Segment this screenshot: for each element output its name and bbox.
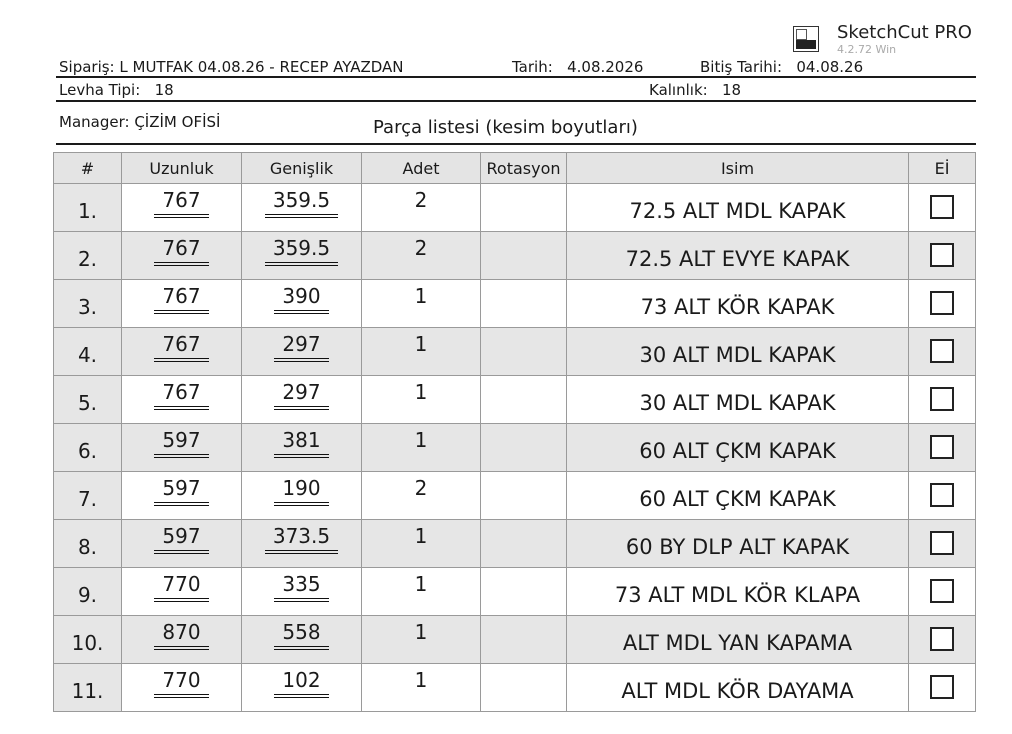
length-value: 597 xyxy=(154,523,208,554)
parts-table xyxy=(53,152,976,712)
length-value: 767 xyxy=(154,235,208,266)
edge-cell xyxy=(909,184,976,232)
table-row xyxy=(54,280,976,328)
column-header-width: Genişlik xyxy=(242,153,362,184)
edge-checkbox[interactable] xyxy=(930,675,954,699)
length-cell xyxy=(122,568,242,616)
row-number: 3. xyxy=(54,280,122,328)
quantity-value: 1 xyxy=(362,568,481,616)
edge-cell xyxy=(909,568,976,616)
length-cell xyxy=(122,472,242,520)
width-cell xyxy=(242,664,362,712)
edge-cell xyxy=(909,328,976,376)
width-cell xyxy=(242,424,362,472)
width-value: 335 xyxy=(274,571,328,602)
rotation-value xyxy=(481,376,567,424)
table-row xyxy=(54,328,976,376)
width-value: 297 xyxy=(274,379,328,410)
width-cell xyxy=(242,184,362,232)
width-value: 390 xyxy=(274,283,328,314)
board-type-label: Levha Tipi: xyxy=(59,81,141,99)
width-value: 190 xyxy=(274,475,328,506)
end-date-label: Bitiş Tarihi: xyxy=(700,58,783,76)
part-name: 30 ALT MDL KAPAK xyxy=(567,376,909,424)
part-name: 73 ALT KÖR KAPAK xyxy=(567,280,909,328)
length-cell xyxy=(122,520,242,568)
length-value: 597 xyxy=(154,475,208,506)
part-name: 73 ALT MDL KÖR KLAPA xyxy=(567,568,909,616)
row-number: 11. xyxy=(54,664,122,712)
rotation-value xyxy=(481,424,567,472)
manager-info xyxy=(59,113,220,131)
width-value: 102 xyxy=(274,667,328,698)
row-number: 9. xyxy=(54,568,122,616)
quantity-value: 1 xyxy=(362,424,481,472)
length-cell xyxy=(122,616,242,664)
quantity-value: 2 xyxy=(362,472,481,520)
quantity-value: 1 xyxy=(362,664,481,712)
row-number: 5. xyxy=(54,376,122,424)
edge-cell xyxy=(909,424,976,472)
length-cell xyxy=(122,280,242,328)
length-cell xyxy=(122,424,242,472)
part-name: 60 BY DLP ALT KAPAK xyxy=(567,520,909,568)
width-cell xyxy=(242,616,362,664)
table-row xyxy=(54,568,976,616)
order-info xyxy=(59,58,404,76)
width-cell xyxy=(242,568,362,616)
table-row xyxy=(54,520,976,568)
length-cell xyxy=(122,184,242,232)
order-value: L MUTFAK 04.08.26 - RECEP AYAZDAN xyxy=(119,58,404,76)
part-name: 60 ALT ÇKM KAPAK xyxy=(567,472,909,520)
width-value: 297 xyxy=(274,331,328,362)
date-info xyxy=(512,58,643,76)
table-row xyxy=(54,616,976,664)
board-type-info xyxy=(59,81,174,99)
width-value: 359.5 xyxy=(265,187,338,218)
edge-checkbox[interactable] xyxy=(930,531,954,555)
rotation-value xyxy=(481,664,567,712)
row-number: 7. xyxy=(54,472,122,520)
edge-cell xyxy=(909,664,976,712)
edge-checkbox[interactable] xyxy=(930,291,954,315)
part-name: 72.5 ALT EVYE KAPAK xyxy=(567,232,909,280)
width-value: 373.5 xyxy=(265,523,338,554)
column-header-rotation: Rotasyon xyxy=(481,153,567,184)
quantity-value: 1 xyxy=(362,520,481,568)
column-header-name: Isim xyxy=(567,153,909,184)
rotation-value xyxy=(481,472,567,520)
length-value: 767 xyxy=(154,187,208,218)
table-row xyxy=(54,664,976,712)
manager-value: ÇİZİM OFİSİ xyxy=(134,113,221,131)
edge-checkbox[interactable] xyxy=(930,339,954,363)
width-cell xyxy=(242,280,362,328)
part-name: ALT MDL YAN KAPAMA xyxy=(567,616,909,664)
part-name: 60 ALT ÇKM KAPAK xyxy=(567,424,909,472)
edge-checkbox[interactable] xyxy=(930,243,954,267)
sketchcut-logo-icon xyxy=(793,26,819,52)
edge-cell xyxy=(909,232,976,280)
row-number: 4. xyxy=(54,328,122,376)
row-number: 8. xyxy=(54,520,122,568)
table-row xyxy=(54,472,976,520)
length-value: 770 xyxy=(154,571,208,602)
edge-checkbox[interactable] xyxy=(930,579,954,603)
table-row xyxy=(54,232,976,280)
table-row xyxy=(54,424,976,472)
edge-cell xyxy=(909,376,976,424)
length-value: 767 xyxy=(154,283,208,314)
width-cell xyxy=(242,328,362,376)
length-value: 767 xyxy=(154,379,208,410)
edge-cell xyxy=(909,616,976,664)
length-value: 770 xyxy=(154,667,208,698)
rotation-value xyxy=(481,232,567,280)
edge-cell xyxy=(909,520,976,568)
edge-checkbox[interactable] xyxy=(930,483,954,507)
board-type-value: 18 xyxy=(154,81,174,99)
end-date-value: 04.08.26 xyxy=(796,58,864,76)
width-cell xyxy=(242,472,362,520)
width-value: 359.5 xyxy=(265,235,338,266)
table-row xyxy=(54,376,976,424)
length-value: 597 xyxy=(154,427,208,458)
page-title: Parça listesi (kesim boyutları) xyxy=(373,117,638,138)
end-date-info xyxy=(700,58,863,76)
row-number: 2. xyxy=(54,232,122,280)
quantity-value: 1 xyxy=(362,280,481,328)
width-value: 381 xyxy=(274,427,328,458)
header-divider xyxy=(56,76,976,78)
quantity-value: 1 xyxy=(362,616,481,664)
rotation-value xyxy=(481,520,567,568)
edge-cell xyxy=(909,280,976,328)
edge-checkbox[interactable] xyxy=(930,387,954,411)
app-version: 4.2.72 Win xyxy=(837,43,897,56)
length-value: 767 xyxy=(154,331,208,362)
order-label: Sipariş: xyxy=(59,58,115,76)
row-number: 1. xyxy=(54,184,122,232)
quantity-value: 2 xyxy=(362,232,481,280)
rotation-value xyxy=(481,184,567,232)
date-value: 4.08.2026 xyxy=(567,58,644,76)
table-header-row xyxy=(54,153,976,184)
manager-label: Manager: xyxy=(59,113,130,131)
thickness-value: 18 xyxy=(722,81,742,99)
length-value: 870 xyxy=(154,619,208,650)
edge-checkbox[interactable] xyxy=(930,627,954,651)
row-number: 6. xyxy=(54,424,122,472)
quantity-value: 1 xyxy=(362,328,481,376)
header-divider-2 xyxy=(56,100,976,102)
width-cell xyxy=(242,520,362,568)
rotation-value xyxy=(481,568,567,616)
table-row xyxy=(54,184,976,232)
rotation-value xyxy=(481,328,567,376)
quantity-value: 2 xyxy=(362,184,481,232)
edge-checkbox[interactable] xyxy=(930,195,954,219)
width-cell xyxy=(242,232,362,280)
app-name: SketchCut PRO xyxy=(837,22,972,43)
rotation-value xyxy=(481,280,567,328)
width-cell xyxy=(242,376,362,424)
title-divider xyxy=(56,143,976,145)
part-name: 72.5 ALT MDL KAPAK xyxy=(567,184,909,232)
edge-checkbox[interactable] xyxy=(930,435,954,459)
length-cell xyxy=(122,328,242,376)
thickness-label: Kalınlık: xyxy=(649,81,708,99)
column-header-edge: Eİ xyxy=(909,153,976,184)
length-cell xyxy=(122,232,242,280)
length-cell xyxy=(122,376,242,424)
thickness-info xyxy=(649,81,741,99)
part-name: ALT MDL KÖR DAYAMA xyxy=(567,664,909,712)
row-number: 10. xyxy=(54,616,122,664)
date-label: Tarih: xyxy=(512,58,553,76)
column-header-number: # xyxy=(54,153,122,184)
rotation-value xyxy=(481,616,567,664)
length-cell xyxy=(122,664,242,712)
part-name: 30 ALT MDL KAPAK xyxy=(567,328,909,376)
edge-cell xyxy=(909,472,976,520)
column-header-length: Uzunluk xyxy=(122,153,242,184)
column-header-quantity: Adet xyxy=(362,153,481,184)
width-value: 558 xyxy=(274,619,328,650)
quantity-value: 1 xyxy=(362,376,481,424)
